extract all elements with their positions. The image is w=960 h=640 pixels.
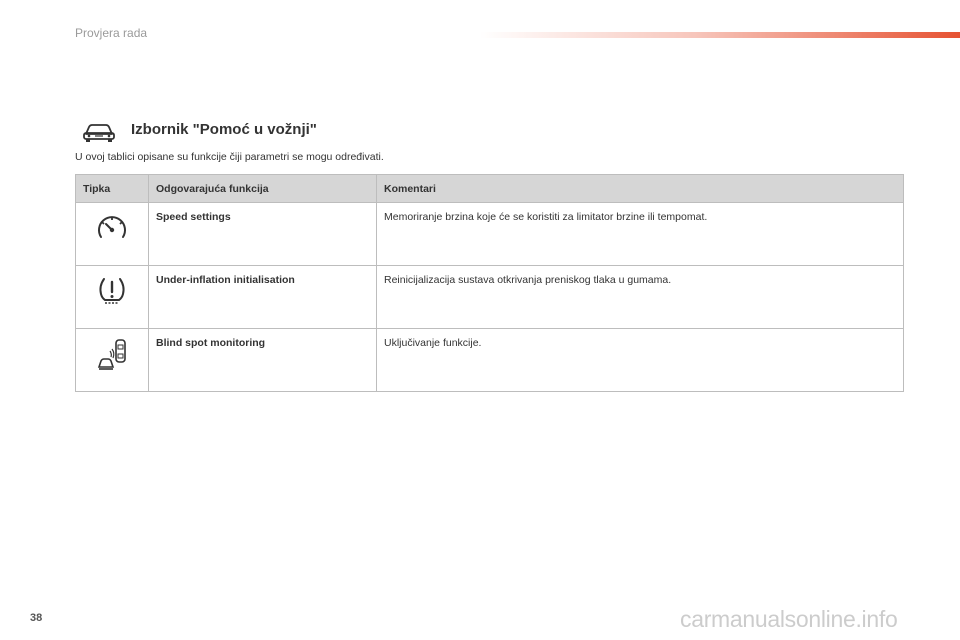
- table-header-row: [76, 175, 904, 203]
- column-header-comments: Komentari: [377, 175, 904, 203]
- function-name: Under-inflation initialisation: [149, 266, 377, 329]
- table-row: [76, 266, 904, 329]
- header-accent-bar: [480, 32, 960, 38]
- blind-spot-icon: [95, 337, 129, 373]
- tyre-pressure-warning-icon: [95, 274, 129, 306]
- function-comment: Memoriranje brzina koje će se koristiti za limitator brzine ili tempomat.: [377, 203, 904, 266]
- table-row: [76, 203, 904, 266]
- function-name: Speed settings: [149, 203, 377, 266]
- page-header-title: Provjera rada: [75, 26, 148, 40]
- speedometer-icon: [95, 211, 129, 243]
- icon-cell: [76, 203, 149, 266]
- function-table: [75, 174, 904, 392]
- icon-cell: [76, 266, 149, 329]
- car-icon: [82, 121, 116, 143]
- column-header-function: Odgovarajuća funkcija: [149, 175, 377, 203]
- section-intro: U ovoj tablici opisane su funkcije čiji parametri se mogu određivati.: [75, 151, 384, 163]
- table-row: [76, 329, 904, 392]
- function-comment: Uključivanje funkcije.: [377, 329, 904, 392]
- watermark-text: carmanualsonline.info: [680, 606, 898, 632]
- function-name: Blind spot monitoring: [149, 329, 377, 392]
- page-number: 38: [30, 612, 43, 624]
- icon-cell: [76, 329, 149, 392]
- section-title: Izbornik "Pomoć u vožnji": [131, 121, 317, 138]
- column-header-tipka: Tipka: [76, 175, 149, 203]
- function-comment: Reinicijalizacija sustava otkrivanja preniskog tlaka u gumama.: [377, 266, 904, 329]
